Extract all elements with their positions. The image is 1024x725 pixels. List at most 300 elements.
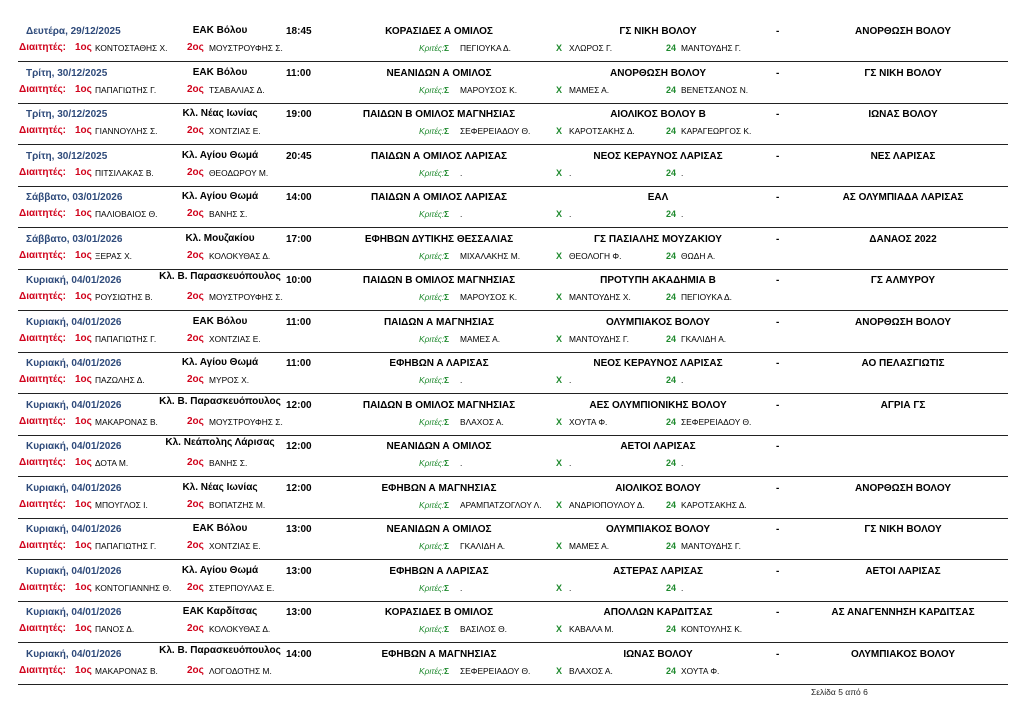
referees-label: Διαιτητές: bbox=[19, 374, 66, 385]
shot-clock-name: . bbox=[681, 209, 684, 219]
match-category: ΠΑΙΔΩΝ Β ΟΜΙΛΟΣ ΜΑΓΝΗΣΙΑΣ bbox=[362, 109, 516, 120]
versus-dash: - bbox=[776, 441, 780, 452]
timer-tag: Χ bbox=[556, 333, 563, 344]
second-referee: ΒΟΠΑΤΖΗΣ Μ. bbox=[209, 499, 266, 510]
scorer-tag: Σ bbox=[444, 292, 450, 302]
match-time: 11:00 bbox=[286, 358, 312, 369]
timer-tag: Χ bbox=[556, 43, 563, 53]
second-referee: ΜΥΡΟΣ Χ. bbox=[209, 375, 250, 385]
judges-label: Κριτές: bbox=[419, 499, 445, 510]
match-time: 14:00 bbox=[286, 648, 312, 660]
timer-tag: Χ bbox=[556, 665, 563, 676]
scorer-name: ΜΑΡΟΥΣΟΣ Κ. bbox=[460, 84, 518, 95]
referees-label: Διαιτητές: bbox=[19, 457, 66, 468]
second-referee-tag: 2ος bbox=[187, 581, 204, 593]
match-date: Κυριακή, 04/01/2026 bbox=[26, 648, 122, 660]
second-referee: ΣΤΕΡΠΟΥΛΑΣ Ε. bbox=[209, 582, 275, 593]
versus-dash: - bbox=[776, 482, 780, 494]
referees-label: Διαιτητές: bbox=[19, 83, 66, 95]
first-referee: ΠΑΖΩΛΗΣ Δ. bbox=[95, 375, 145, 385]
officials-line bbox=[0, 583, 1024, 597]
match-info-line bbox=[0, 437, 1024, 457]
first-referee: ΓΙΑΝΝΟΥΛΗΣ Σ. bbox=[95, 126, 158, 136]
home-team: ΟΛΥΜΠΙΑΚΟΣ ΒΟΛΟΥ bbox=[605, 316, 711, 328]
match-category: ΠΑΙΔΩΝ Α ΟΜΙΛΟΣ ΛΑΡΙΣΑΣ bbox=[370, 150, 508, 162]
away-team: ΑΣ ΑΝΑΓΕΝΝΗΣΗ ΚΑΡΔΙΤΣΑΣ bbox=[831, 607, 975, 618]
match-venue: Κλ. Β. Παρασκευόπουλος bbox=[159, 644, 281, 656]
timer-tag: Χ bbox=[556, 458, 563, 468]
match-row bbox=[0, 645, 1024, 687]
judges-label: Κριτές: bbox=[419, 250, 445, 261]
scorer-name: ΜΑΜΕΣ Α. bbox=[460, 333, 501, 344]
shot-clock-name: ΚΟΝΤΟΥΛΗΣ Κ. bbox=[681, 624, 743, 634]
shot-clock-name: . bbox=[681, 458, 684, 468]
timer-tag: Χ bbox=[556, 209, 563, 219]
timer-name: ΧΟΥΤΑ Φ. bbox=[569, 416, 608, 427]
first-referee: ΜΠΟΥΓΛΟΣ Ι. bbox=[95, 499, 148, 510]
first-referee: ΜΑΚΑΡΟΝΑΣ Β. bbox=[95, 416, 158, 427]
timer-tag: Χ bbox=[556, 375, 563, 385]
shot-clock-name: ΒΕΝΕΤΣΑΝΟΣ Ν. bbox=[681, 84, 749, 95]
second-referee-tag: 2ος bbox=[187, 374, 204, 385]
judges-label: Κριτές: bbox=[419, 416, 445, 427]
timer-tag: Χ bbox=[556, 499, 563, 510]
match-venue: Κλ. Αγίου Θωμά bbox=[181, 357, 259, 368]
first-referee: ΠΑΠΑΓΙΩΤΗΣ Γ. bbox=[95, 84, 157, 95]
officials-line bbox=[0, 375, 1024, 389]
officials-line bbox=[0, 666, 1024, 680]
scorer-name: ΓΚΑΛΙΔΗ Α. bbox=[460, 541, 506, 551]
shot-clock-tag: 24 bbox=[666, 209, 677, 219]
match-category: ΕΦΗΒΩΝ ΔΥΤΙΚΗΣ ΘΕΣΣΑΛΙΑΣ bbox=[364, 233, 514, 245]
match-category: ΠΑΙΔΩΝ Β ΟΜΙΛΟΣ ΜΑΓΝΗΣΙΑΣ bbox=[362, 399, 516, 411]
match-venue: ΕΑΚ Βόλου bbox=[192, 315, 248, 327]
match-row bbox=[0, 313, 1024, 355]
scorer-tag: Σ bbox=[444, 126, 450, 136]
match-time: 12:00 bbox=[286, 441, 312, 452]
match-date: Κυριακή, 04/01/2026 bbox=[26, 565, 122, 577]
timer-tag: Χ bbox=[556, 292, 563, 302]
shot-clock-tag: 24 bbox=[666, 333, 677, 344]
second-referee-tag: 2ος bbox=[187, 166, 204, 178]
shot-clock-name: ΓΚΑΛΙΔΗ Α. bbox=[681, 333, 727, 344]
scorer-name: . bbox=[460, 167, 463, 178]
away-team: ΑΝΟΡΘΩΣΗ ΒΟΛΟΥ bbox=[855, 316, 951, 328]
judges-label: Κριτές: bbox=[419, 582, 445, 593]
referees-label: Διαιτητές: bbox=[19, 664, 66, 676]
referees-label: Διαιτητές: bbox=[19, 581, 66, 593]
versus-dash: - bbox=[776, 67, 780, 79]
scorer-tag: Σ bbox=[444, 499, 450, 510]
scorer-name: . bbox=[460, 582, 463, 593]
match-row bbox=[0, 22, 1024, 64]
shot-clock-name: . bbox=[681, 375, 684, 385]
timer-name: ΚΑΡΟΤΣΑΚΗΣ Δ. bbox=[569, 126, 635, 136]
judges-label: Κριτές: bbox=[419, 209, 445, 219]
match-time: 13:00 bbox=[286, 524, 312, 535]
timer-name: ΜΑΜΕΣ Α. bbox=[569, 541, 610, 551]
away-team: ΝΕΣ ΛΑΡΙΣΑΣ bbox=[870, 150, 936, 162]
match-row bbox=[0, 354, 1024, 396]
judges-label: Κριτές: bbox=[419, 665, 445, 676]
second-referee: ΘΕΟΔΩΡΟΥ Μ. bbox=[209, 167, 269, 178]
match-category: ΕΦΗΒΩΝ Α ΜΑΓΝΗΣΙΑΣ bbox=[381, 648, 497, 660]
timer-tag: Χ bbox=[556, 582, 563, 593]
officials-line bbox=[0, 126, 1024, 140]
first-referee-tag: 1ος bbox=[75, 374, 92, 385]
match-info-line bbox=[0, 68, 1024, 84]
second-referee-tag: 2ος bbox=[187, 664, 204, 676]
match-time: 13:00 bbox=[286, 565, 312, 577]
officials-line bbox=[0, 334, 1024, 348]
match-venue: Κλ. Β. Παρασκευόπουλος bbox=[159, 395, 281, 407]
officials-line bbox=[0, 43, 1024, 57]
judges-label: Κριτές: bbox=[419, 84, 445, 95]
away-team: ΑΣ ΟΛΥΜΠΙΑΔΑ ΛΑΡΙΣΑΣ bbox=[842, 192, 964, 203]
scorer-tag: Σ bbox=[444, 333, 450, 344]
match-date: Δευτέρα, 29/12/2025 bbox=[26, 26, 121, 37]
match-category: ΚΟΡΑΣΙΔΕΣ Β ΟΜΙΛΟΣ bbox=[384, 607, 494, 618]
away-team: ΓΣ ΑΛΜΥΡΟΥ bbox=[870, 275, 936, 286]
second-referee-tag: 2ος bbox=[187, 249, 204, 261]
first-referee: ΜΑΚΑΡΟΝΑΣ Β. bbox=[95, 665, 158, 676]
home-team: ΕΑΛ bbox=[647, 192, 669, 203]
match-row bbox=[0, 479, 1024, 521]
second-referee: ΧΟΝΤΖΙΑΣ Ε. bbox=[209, 333, 261, 344]
second-referee: ΒΑΝΗΣ Σ. bbox=[209, 209, 248, 219]
first-referee: ΡΟΥΣΙΩΤΗΣ Β. bbox=[95, 292, 153, 302]
versus-dash: - bbox=[776, 648, 780, 660]
first-referee: ΞΕΡΑΣ Χ. bbox=[95, 250, 132, 261]
home-team: ΝΕΟΣ ΚΕΡΑΥΝΟΣ ΛΑΡΙΣΑΣ bbox=[593, 358, 723, 369]
match-row bbox=[0, 271, 1024, 313]
second-referee-tag: 2ος bbox=[187, 208, 204, 219]
first-referee: ΔΟΤΑ Μ. bbox=[95, 458, 129, 468]
scorer-tag: Σ bbox=[444, 458, 450, 468]
timer-name: ΑΝΔΡΙΟΠΟΥΛΟΥ Δ. bbox=[569, 499, 645, 510]
versus-dash: - bbox=[776, 275, 780, 286]
first-referee-tag: 1ος bbox=[75, 42, 92, 53]
shot-clock-name: ΠΕΓΙΟΥΚΑ Δ. bbox=[681, 292, 732, 302]
second-referee-tag: 2ος bbox=[187, 291, 204, 302]
first-referee-tag: 1ος bbox=[75, 291, 92, 302]
match-date: Κυριακή, 04/01/2026 bbox=[26, 482, 122, 494]
match-info-line bbox=[0, 524, 1024, 540]
second-referee-tag: 2ος bbox=[187, 540, 204, 551]
match-row bbox=[0, 147, 1024, 189]
match-info-line bbox=[0, 317, 1024, 333]
match-info-line bbox=[0, 26, 1024, 42]
timer-name: ΜΑΝΤΟΥΔΗΣ Χ. bbox=[569, 292, 631, 302]
shot-clock-name: ΧΟΥΤΑ Φ. bbox=[681, 665, 720, 676]
referees-label: Διαιτητές: bbox=[19, 540, 66, 551]
timer-tag: Χ bbox=[556, 84, 563, 95]
timer-name: ΘΕΟΛΟΓΗ Φ. bbox=[569, 250, 622, 261]
home-team: ΝΕΟΣ ΚΕΡΑΥΝΟΣ ΛΑΡΙΣΑΣ bbox=[593, 150, 723, 162]
first-referee: ΚΟΝΤΟΣΤΑΘΗΣ Χ. bbox=[95, 43, 168, 53]
shot-clock-tag: 24 bbox=[666, 84, 677, 95]
first-referee: ΚΟΝΤΟΓΙΑΝΝΗΣ Θ. bbox=[95, 582, 172, 593]
scorer-name: ΒΑΣΙΛΟΣ Θ. bbox=[460, 624, 507, 634]
scorer-name: . bbox=[460, 209, 463, 219]
referees-label: Διαιτητές: bbox=[19, 166, 66, 178]
versus-dash: - bbox=[776, 109, 780, 120]
match-venue: ΕΑΚ Βόλου bbox=[192, 523, 248, 534]
match-time: 12:00 bbox=[286, 399, 312, 411]
shot-clock-tag: 24 bbox=[666, 582, 677, 593]
second-referee-tag: 2ος bbox=[187, 498, 204, 510]
second-referee: ΛΟΓΟΔΟΤΗΣ Μ. bbox=[209, 665, 272, 676]
referees-label: Διαιτητές: bbox=[19, 498, 66, 510]
judges-label: Κριτές: bbox=[419, 458, 445, 468]
match-time: 17:00 bbox=[286, 233, 312, 245]
referees-label: Διαιτητές: bbox=[19, 332, 66, 344]
schedule-table bbox=[0, 22, 1024, 686]
match-venue: Κλ. Νέας Ιωνίας bbox=[182, 108, 258, 119]
timer-tag: Χ bbox=[556, 250, 563, 261]
match-date: Τρίτη, 30/12/2025 bbox=[26, 150, 108, 162]
referees-label: Διαιτητές: bbox=[19, 249, 66, 261]
shot-clock-name: . bbox=[681, 167, 684, 178]
home-team: ΠΡΟΤΥΠΗ ΑΚΑΔΗΜΙΑ Β bbox=[600, 275, 716, 286]
timer-name: . bbox=[569, 582, 572, 593]
second-referee: ΜΟΥΣΤΡΟΥΦΗΣ Σ. bbox=[209, 43, 283, 53]
scorer-tag: Σ bbox=[444, 582, 450, 593]
second-referee: ΚΟΛΟΚΥΘΑΣ Δ. bbox=[209, 250, 271, 261]
match-category: ΝΕΑΝΙΔΩΝ Α ΟΜΙΛΟΣ bbox=[386, 441, 492, 452]
shot-clock-tag: 24 bbox=[666, 624, 677, 634]
versus-dash: - bbox=[776, 26, 780, 37]
match-row bbox=[0, 230, 1024, 272]
officials-line bbox=[0, 500, 1024, 514]
shot-clock-tag: 24 bbox=[666, 458, 677, 468]
first-referee-tag: 1ος bbox=[75, 83, 92, 95]
match-info-line bbox=[0, 234, 1024, 250]
match-venue: Κλ. Νέας Ιωνίας bbox=[182, 481, 258, 493]
match-row bbox=[0, 437, 1024, 479]
scorer-tag: Σ bbox=[444, 416, 450, 427]
second-referee: ΤΣΑΒΑΛΙΑΣ Δ. bbox=[209, 84, 265, 95]
match-time: 11:00 bbox=[286, 67, 312, 79]
match-info-line bbox=[0, 271, 1024, 291]
match-info-line bbox=[0, 109, 1024, 125]
judges-label: Κριτές: bbox=[419, 541, 445, 551]
match-time: 11:00 bbox=[286, 316, 312, 328]
second-referee-tag: 2ος bbox=[187, 125, 204, 136]
away-team: ΟΛΥΜΠΙΑΚΟΣ ΒΟΛΟΥ bbox=[850, 648, 956, 660]
shot-clock-name: ΚΑΡΑΓΕΩΡΓΟΣ Κ. bbox=[681, 126, 752, 136]
match-date: Κυριακή, 04/01/2026 bbox=[26, 358, 122, 369]
first-referee-tag: 1ος bbox=[75, 581, 92, 593]
judges-label: Κριτές: bbox=[419, 624, 445, 634]
home-team: ΑΙΟΛΙΚΟΣ ΒΟΛΟΥ Β bbox=[610, 109, 706, 120]
referees-label: Διαιτητές: bbox=[19, 415, 66, 427]
match-info-line bbox=[0, 395, 1024, 416]
second-referee-tag: 2ος bbox=[187, 623, 204, 634]
shot-clock-name: ΣΕΦΕΡΕΙΑΔΟΥ Θ. bbox=[681, 416, 752, 427]
match-date: Κυριακή, 04/01/2026 bbox=[26, 275, 122, 286]
first-referee-tag: 1ος bbox=[75, 166, 92, 178]
shot-clock-tag: 24 bbox=[666, 167, 677, 178]
shot-clock-tag: 24 bbox=[666, 416, 677, 427]
timer-tag: Χ bbox=[556, 624, 563, 634]
timer-name: . bbox=[569, 167, 572, 178]
match-date: Σάββατο, 03/01/2026 bbox=[26, 192, 123, 203]
match-category: ΠΑΙΔΩΝ Α ΟΜΙΛΟΣ ΛΑΡΙΣΑΣ bbox=[370, 192, 508, 203]
shot-clock-tag: 24 bbox=[666, 126, 677, 136]
match-venue: ΕΑΚ Βόλου bbox=[192, 66, 248, 78]
judges-label: Κριτές: bbox=[419, 167, 445, 178]
second-referee-tag: 2ος bbox=[187, 457, 204, 468]
timer-name: ΒΛΑΧΟΣ Α. bbox=[569, 665, 613, 676]
away-team: ΑΕΤΟΙ ΛΑΡΙΣΑΣ bbox=[865, 565, 941, 577]
officials-line bbox=[0, 624, 1024, 638]
first-referee: ΠΑΠΑΓΙΩΤΗΣ Γ. bbox=[95, 333, 157, 344]
scorer-name: ΑΡΑΜΠΑΤΖΟΓΛΟΥ Λ. bbox=[460, 499, 542, 510]
judges-label: Κριτές: bbox=[419, 292, 445, 302]
officials-line bbox=[0, 168, 1024, 182]
shot-clock-tag: 24 bbox=[666, 665, 677, 676]
first-referee-tag: 1ος bbox=[75, 540, 92, 551]
referees-label: Διαιτητές: bbox=[19, 125, 66, 136]
match-category: ΕΦΗΒΩΝ Α ΜΑΓΝΗΣΙΑΣ bbox=[381, 482, 497, 494]
timer-name: ΚΑΒΑΛΑ Μ. bbox=[569, 624, 614, 634]
match-date: Κυριακή, 04/01/2026 bbox=[26, 316, 122, 328]
timer-name: . bbox=[569, 209, 572, 219]
match-date: Κυριακή, 04/01/2026 bbox=[26, 399, 122, 411]
match-venue: Κλ. Αγίου Θωμά bbox=[181, 564, 259, 576]
scorer-name: ΒΛΑΧΟΣ Α. bbox=[460, 416, 504, 427]
match-date: Σάββατο, 03/01/2026 bbox=[26, 233, 123, 245]
match-date: Τρίτη, 30/12/2025 bbox=[26, 67, 108, 79]
versus-dash: - bbox=[776, 358, 780, 369]
match-time: 19:00 bbox=[286, 109, 312, 120]
timer-tag: Χ bbox=[556, 167, 563, 178]
shot-clock-tag: 24 bbox=[666, 43, 677, 53]
match-time: 20:45 bbox=[286, 150, 312, 162]
versus-dash: - bbox=[776, 565, 780, 577]
away-team: ΔΑΝΑΟΣ 2022 bbox=[869, 233, 937, 245]
match-category: ΠΑΙΔΩΝ Α ΜΑΓΝΗΣΙΑΣ bbox=[383, 316, 495, 328]
scorer-name: ΣΕΦΕΡΕΙΑΔΟΥ Θ. bbox=[460, 126, 531, 136]
officials-line bbox=[0, 85, 1024, 99]
scorer-tag: Σ bbox=[444, 84, 450, 95]
match-row bbox=[0, 188, 1024, 230]
shot-clock-name: ΚΑΡΟΤΣΑΚΗΣ Δ. bbox=[681, 499, 747, 510]
first-referee: ΠΑΝΟΣ Δ. bbox=[95, 624, 135, 634]
second-referee-tag: 2ος bbox=[187, 415, 204, 427]
scorer-name: ΣΕΦΕΡΕΙΑΔΟΥ Θ. bbox=[460, 665, 531, 676]
shot-clock-name: ΘΩΔΗ Α. bbox=[681, 250, 716, 261]
home-team: ΟΛΥΜΠΙΑΚΟΣ ΒΟΛΟΥ bbox=[605, 524, 711, 535]
match-info-line bbox=[0, 151, 1024, 167]
away-team: ΑΝΟΡΘΩΣΗ ΒΟΛΟΥ bbox=[855, 26, 951, 37]
away-team: ΑΝΟΡΘΩΣΗ ΒΟΛΟΥ bbox=[855, 482, 951, 494]
officials-line bbox=[0, 251, 1024, 265]
scorer-tag: Σ bbox=[444, 167, 450, 178]
versus-dash: - bbox=[776, 524, 780, 535]
scorer-tag: Σ bbox=[444, 43, 450, 53]
second-referee-tag: 2ος bbox=[187, 332, 204, 344]
home-team: ΑΣΤΕΡΑΣ ΛΑΡΙΣΑΣ bbox=[612, 565, 704, 577]
referees-label: Διαιτητές: bbox=[19, 42, 66, 53]
page-number: Σελίδα 5 από 6 bbox=[811, 687, 868, 697]
match-venue: Κλ. Αγίου Θωμά bbox=[181, 149, 259, 161]
second-referee: ΚΟΛΟΚΥΘΑΣ Δ. bbox=[209, 624, 271, 634]
scorer-tag: Σ bbox=[444, 541, 450, 551]
judges-label: Κριτές: bbox=[419, 43, 445, 53]
versus-dash: - bbox=[776, 399, 780, 411]
match-date: Κυριακή, 04/01/2026 bbox=[26, 524, 122, 535]
judges-label: Κριτές: bbox=[419, 126, 445, 136]
home-team: ΓΣ ΠΑΣΙΑΛΗΣ ΜΟΥΖΑΚΙΟΥ bbox=[594, 233, 722, 245]
officials-line bbox=[0, 541, 1024, 555]
second-referee: ΜΟΥΣΤΡΟΥΦΗΣ Σ. bbox=[209, 416, 283, 427]
timer-name: ΜΑΜΕΣ Α. bbox=[569, 84, 610, 95]
scorer-name: ΜΑΡΟΥΣΟΣ Κ. bbox=[460, 292, 518, 302]
officials-line bbox=[0, 417, 1024, 431]
match-row bbox=[0, 105, 1024, 147]
match-venue: Κλ. Μουζακίου bbox=[185, 232, 255, 244]
versus-dash: - bbox=[776, 607, 780, 618]
scorer-tag: Σ bbox=[444, 375, 450, 385]
away-team: ΓΣ ΝΙΚΗ ΒΟΛΟΥ bbox=[864, 67, 942, 79]
away-team: ΓΣ ΝΙΚΗ ΒΟΛΟΥ bbox=[864, 524, 942, 535]
match-info-line bbox=[0, 483, 1024, 499]
home-team: ΑΝΟΡΘΩΣΗ ΒΟΛΟΥ bbox=[610, 67, 706, 79]
first-referee-tag: 1ος bbox=[75, 249, 92, 261]
scorer-name: . bbox=[460, 375, 463, 385]
home-team: ΑΠΟΛΛΩΝ ΚΑΡΔΙΤΣΑΣ bbox=[603, 607, 713, 618]
match-venue: Κλ. Νεάπολης Λάρισας bbox=[165, 437, 275, 448]
first-referee: ΠΑΛΙΟΒΑΙΟΣ Θ. bbox=[95, 209, 158, 219]
match-category: ΝΕΑΝΙΔΩΝ Α ΟΜΙΛΟΣ bbox=[386, 67, 492, 79]
timer-tag: Χ bbox=[556, 126, 563, 136]
match-info-line bbox=[0, 358, 1024, 374]
versus-dash: - bbox=[776, 192, 780, 203]
shot-clock-tag: 24 bbox=[666, 375, 677, 385]
away-team: ΙΩΝΑΣ ΒΟΛΟΥ bbox=[868, 109, 938, 120]
match-date: Κυριακή, 04/01/2026 bbox=[26, 607, 122, 618]
home-team: ΓΣ ΝΙΚΗ ΒΟΛΟΥ bbox=[619, 26, 697, 37]
second-referee: ΧΟΝΤΖΙΑΣ Ε. bbox=[209, 126, 261, 136]
second-referee-tag: 2ος bbox=[187, 42, 204, 53]
match-row bbox=[0, 396, 1024, 438]
scorer-tag: Σ bbox=[444, 624, 450, 634]
match-time: 10:00 bbox=[286, 275, 312, 286]
second-referee-tag: 2ος bbox=[187, 83, 204, 95]
match-row bbox=[0, 562, 1024, 604]
match-info-line bbox=[0, 644, 1024, 665]
match-venue: Κλ. Β. Παρασκευόπουλος bbox=[159, 271, 281, 282]
home-team: ΑΕΣ ΟΛΥΜΠΙΟΝΙΚΗΣ ΒΟΛΟΥ bbox=[589, 399, 727, 411]
referees-label: Διαιτητές: bbox=[19, 291, 66, 302]
match-row bbox=[0, 520, 1024, 562]
first-referee-tag: 1ος bbox=[75, 623, 92, 634]
timer-name: . bbox=[569, 375, 572, 385]
match-time: 18:45 bbox=[286, 26, 312, 37]
match-info-line bbox=[0, 566, 1024, 582]
scorer-name: ΜΙΧΑΛΑΚΗΣ Μ. bbox=[460, 250, 521, 261]
shot-clock-tag: 24 bbox=[666, 541, 677, 551]
scorer-name: ΠΕΓΙΟΥΚΑ Δ. bbox=[460, 43, 511, 53]
first-referee-tag: 1ος bbox=[75, 208, 92, 219]
match-category: ΕΦΗΒΩΝ Α ΛΑΡΙΣΑΣ bbox=[389, 565, 489, 577]
away-team: ΑΟ ΠΕΛΑΣΓΙΩΤΙΣ bbox=[861, 358, 945, 369]
first-referee-tag: 1ος bbox=[75, 415, 92, 427]
timer-tag: Χ bbox=[556, 541, 563, 551]
shot-clock-name: . bbox=[681, 582, 684, 593]
